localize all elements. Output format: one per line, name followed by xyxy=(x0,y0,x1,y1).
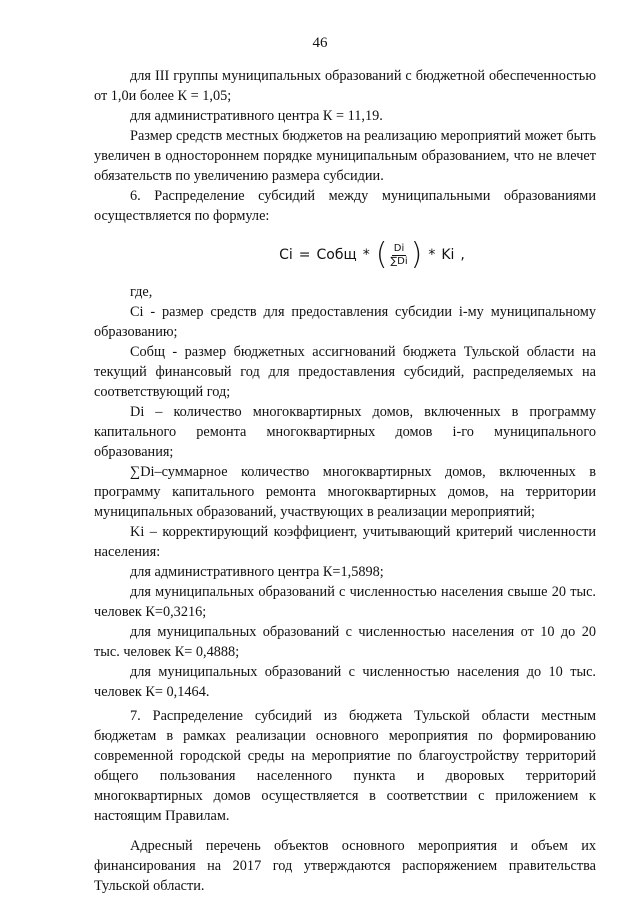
formula-equals: = xyxy=(298,247,311,263)
formula-total: Cобщ xyxy=(316,247,357,263)
formula-numerator: Di xyxy=(393,242,405,254)
formula-coefficient: Ki xyxy=(441,247,455,263)
page-number: 46 xyxy=(312,35,328,51)
coef-over-20k: для муниципальных образований с численностью населения свыше 20 тыс. человек К=0,3216; xyxy=(94,584,596,620)
paragraph-group-3: для III группы муниципальных образований с бюджетной обеспеченностью от 1,0и более К = 1,05; xyxy=(94,68,596,104)
definition-cobsh: Cобщ - размер бюджетных ассигнований бюджета Тульской области на текущий финансовый год для предоставления субсидий, распределяемых на соответствующий год; xyxy=(94,344,596,400)
coef-admin-center: для административного центра К=1,5898; xyxy=(130,564,384,580)
definition-di: Di – количество многоквартирных домов, включенных в программу капитального ремонта многоквартирных домов i-го муниципального образования; xyxy=(94,404,596,460)
formula-times-1: * xyxy=(362,247,370,263)
paragraph-section-7: 7. Распределение субсидий из бюджета Тульской области местным бюджетам в рамках реализации основного мероприятия по формированию современной городской среды на мероприятие по благоустройству территорий общего пользования населенного пункта и дворовых территорий многоквартирных домов осуществляется в соответствии с приложением к настоящим Правилам. xyxy=(94,708,596,824)
formula-times-2: * xyxy=(428,247,436,263)
formula-paren-close: ) xyxy=(410,237,423,272)
coef-under-10k: для муниципальных образований с численностью населения до 10 тыс. человек К= 0,1464. xyxy=(94,664,596,700)
formula-comma: , xyxy=(460,247,465,263)
paragraph-admin-center: для административного центра К = 11,19. xyxy=(130,108,383,124)
formula-paren-open: ( xyxy=(375,237,388,272)
coef-10k-20k: для муниципальных образований с численностью населения от 10 до 20 тыс. человек К= 0,4888; xyxy=(94,624,596,660)
formula-lhs: Ci xyxy=(279,247,293,263)
paragraph-address-list: Адресный перечень объектов основного мероприятия и объем их финансирования на 2017 год утверждаются распоряжением правительства Тульской области. xyxy=(94,838,596,894)
document-body xyxy=(94,66,596,896)
paragraph-local-budget: Размер средств местных бюджетов на реализацию мероприятий может быть увеличен в одностороннем порядке муниципальным образованием, что не влечет обязательств по увеличению размера субсидии. xyxy=(94,128,596,184)
subsidy-formula xyxy=(94,234,596,276)
formula-fraction xyxy=(388,243,409,268)
definition-sum-di: ∑Di–суммарное количество многоквартирных домов, включенных в программу капитального ремонта многоквартирных домов, на территории муниципальных образований, участвующих в реализации мероприятий; xyxy=(94,464,596,520)
definition-ki: Ki – корректирующий коэффициент, учитывающий критерий численности населения: xyxy=(94,524,596,560)
formula-denominator: ∑Di xyxy=(390,255,408,267)
definition-ci: Ci - размер средств для предоставления субсидии i-му муниципальному образованию; xyxy=(94,304,596,340)
paragraph-where: где, xyxy=(130,284,153,300)
paragraph-section-6: 6. Распределение субсидий между муниципальными образованиями осуществляется по формуле: xyxy=(94,188,596,224)
